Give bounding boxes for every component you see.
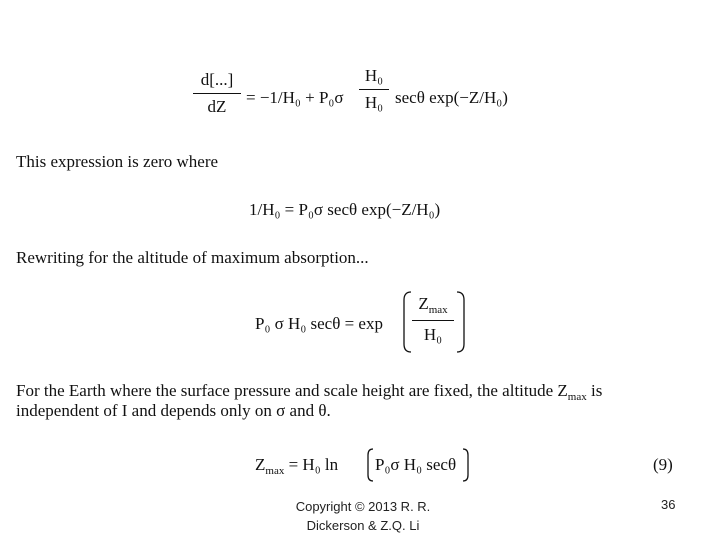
footer-copyright-line-1: Copyright © 2013 R. R. [295,499,431,514]
eq3-numerator [418,294,447,316]
eq1-h-bar [359,89,389,90]
text-earth-line-1 [16,381,602,403]
eq1-middle: = −1/H₀ + P₀σ [246,88,344,107]
eq1-numerator: d[...] [200,70,234,89]
text-earth-line-1-main: For the Earth where the surface pressure and scale height are fixed, the altitude Z [16,381,568,400]
footer-copyright-line-2: Dickerson & Z.Q. Li [306,518,420,533]
eq4-right-bracket [461,447,471,483]
eq4-left-bracket [365,447,375,483]
eq4-mid: = H₀ ln [284,455,339,474]
eq1-tail: secθ exp(−Z/H₀) [395,88,508,107]
eq1-derivative-fraction [193,70,241,117]
eq1-h-denominator: H₀ [364,93,384,112]
text-earth-zmax-sub: max [567,391,587,403]
eq4-lhs [255,455,338,477]
text-rewriting: Rewriting for the altitude of maximum absorption... [16,248,369,267]
page-number: 36 [661,497,676,512]
text-zero-where: This expression is zero where [16,152,219,171]
eq3-fraction-bar [412,320,454,321]
eq4-z-sub: max [265,465,285,477]
text-earth-line-2: independent of I and depends only on σ and θ. [16,401,331,420]
eq3-denominator: H₀ [423,325,443,344]
footer-copyright [278,497,448,535]
eq1-fraction-bar [193,93,241,94]
eq1-h-numerator: H₀ [364,66,384,85]
eq4-z: Z [255,455,266,474]
equation-2: 1/H₀ = P₀σ secθ exp(−Z/H₀) [249,200,441,219]
eq1-denominator: dZ [207,97,227,116]
eq4-number: (9) [653,455,673,474]
eq3-lhs: P₀ σ H₀ secθ = exp [255,314,383,333]
text-earth-line-1-end: is [586,381,603,400]
eq3-fraction [412,294,454,345]
eq3-num-z: Z [418,294,429,313]
eq4-inner: P₀σ H₀ secθ [375,455,457,474]
eq3-num-sub: max [428,304,448,316]
eq1-h-fraction [359,66,389,113]
eq3-right-bracket [455,290,467,354]
